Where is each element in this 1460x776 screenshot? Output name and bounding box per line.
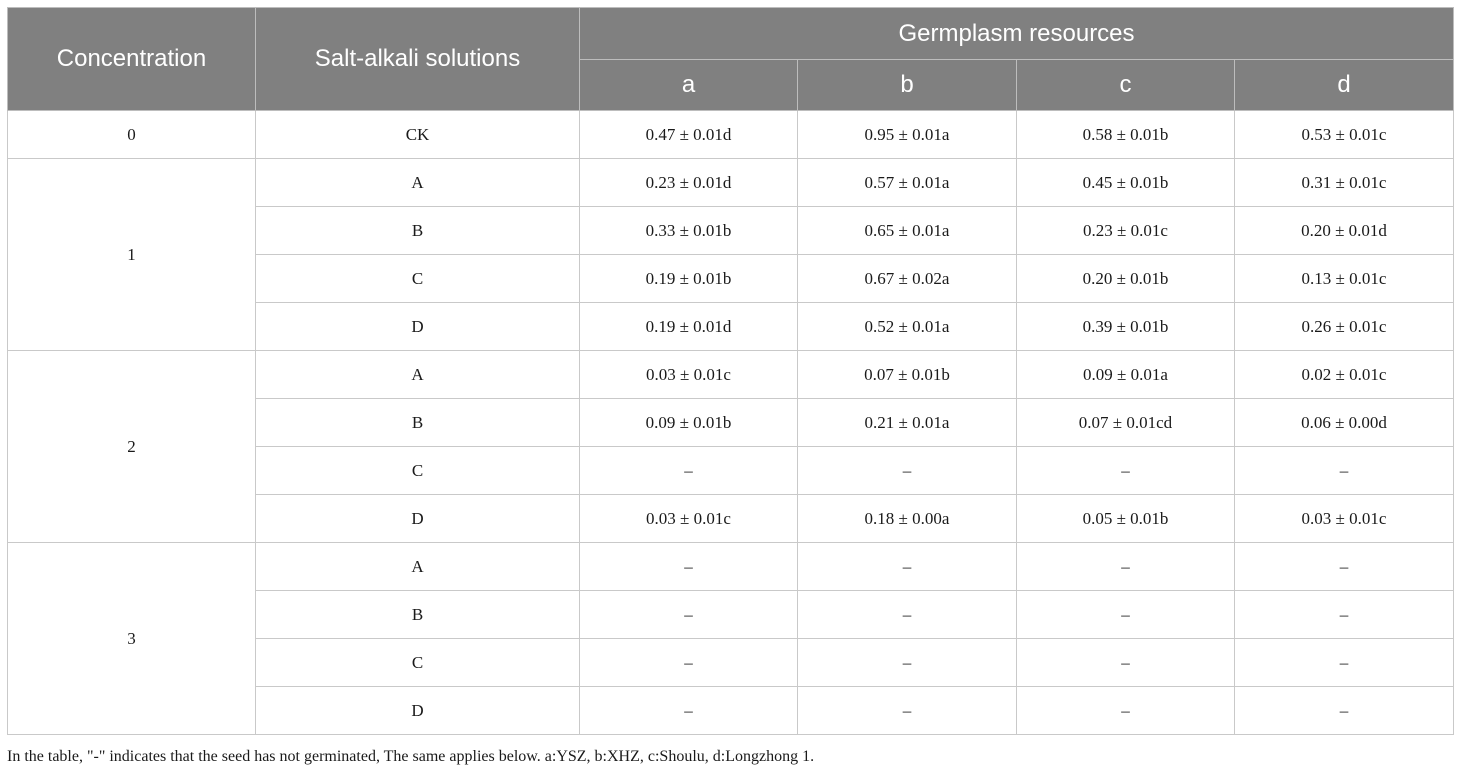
- table-body: [8, 111, 1454, 735]
- table-row: [8, 351, 1454, 399]
- solution-cell: A: [256, 159, 580, 207]
- solution-cell: C: [256, 447, 580, 495]
- header-col-c: c: [1017, 60, 1235, 111]
- value-cell: 0.47 ± 0.01d: [580, 111, 798, 159]
- value-cell: –: [1235, 543, 1454, 591]
- value-cell: 0.03 ± 0.01c: [1235, 495, 1454, 543]
- value-cell: 0.20 ± 0.01d: [1235, 207, 1454, 255]
- value-cell: 0.31 ± 0.01c: [1235, 159, 1454, 207]
- header-col-d: d: [1235, 60, 1454, 111]
- concentration-cell: 2: [8, 351, 256, 543]
- value-cell: 0.03 ± 0.01c: [580, 495, 798, 543]
- value-cell: –: [1235, 591, 1454, 639]
- value-cell: 0.05 ± 0.01b: [1017, 495, 1235, 543]
- value-cell: –: [1017, 687, 1235, 735]
- value-cell: –: [798, 591, 1017, 639]
- concentration-cell: 1: [8, 159, 256, 351]
- header-germplasm-resources: Germplasm resources: [580, 8, 1454, 60]
- value-cell: 0.23 ± 0.01d: [580, 159, 798, 207]
- data-table-container: [7, 7, 1453, 735]
- value-cell: –: [1017, 591, 1235, 639]
- value-cell: 0.23 ± 0.01c: [1017, 207, 1235, 255]
- solution-cell: B: [256, 591, 580, 639]
- value-cell: 0.06 ± 0.00d: [1235, 399, 1454, 447]
- value-cell: –: [580, 591, 798, 639]
- value-cell: 0.53 ± 0.01c: [1235, 111, 1454, 159]
- value-cell: –: [798, 687, 1017, 735]
- value-cell: 0.21 ± 0.01a: [798, 399, 1017, 447]
- value-cell: –: [1017, 639, 1235, 687]
- concentration-cell: 0: [8, 111, 256, 159]
- value-cell: 0.57 ± 0.01a: [798, 159, 1017, 207]
- value-cell: 0.18 ± 0.00a: [798, 495, 1017, 543]
- value-cell: 0.03 ± 0.01c: [580, 351, 798, 399]
- value-cell: –: [580, 687, 798, 735]
- solution-cell: C: [256, 255, 580, 303]
- value-cell: 0.20 ± 0.01b: [1017, 255, 1235, 303]
- value-cell: 0.52 ± 0.01a: [798, 303, 1017, 351]
- value-cell: 0.65 ± 0.01a: [798, 207, 1017, 255]
- value-cell: –: [1235, 687, 1454, 735]
- solution-cell: C: [256, 639, 580, 687]
- value-cell: 0.95 ± 0.01a: [798, 111, 1017, 159]
- value-cell: –: [1017, 447, 1235, 495]
- value-cell: –: [798, 639, 1017, 687]
- value-cell: –: [1017, 543, 1235, 591]
- value-cell: 0.19 ± 0.01d: [580, 303, 798, 351]
- value-cell: 0.45 ± 0.01b: [1017, 159, 1235, 207]
- solution-cell: A: [256, 543, 580, 591]
- value-cell: 0.07 ± 0.01b: [798, 351, 1017, 399]
- value-cell: 0.13 ± 0.01c: [1235, 255, 1454, 303]
- solution-cell: CK: [256, 111, 580, 159]
- value-cell: 0.58 ± 0.01b: [1017, 111, 1235, 159]
- header-concentration: Concentration: [8, 8, 256, 111]
- value-cell: 0.67 ± 0.02a: [798, 255, 1017, 303]
- header-col-a: a: [580, 60, 798, 111]
- value-cell: –: [1235, 447, 1454, 495]
- header-col-b: b: [798, 60, 1017, 111]
- germination-table: [7, 7, 1454, 735]
- concentration-cell: 3: [8, 543, 256, 735]
- table-row: [8, 111, 1454, 159]
- value-cell: –: [580, 639, 798, 687]
- value-cell: 0.02 ± 0.01c: [1235, 351, 1454, 399]
- value-cell: –: [1235, 639, 1454, 687]
- table-header: [8, 8, 1454, 111]
- value-cell: 0.26 ± 0.01c: [1235, 303, 1454, 351]
- solution-cell: D: [256, 303, 580, 351]
- table-footnote: In the table, "-" indicates that the seed has not germinated, The same applies below. a:YSZ, b:XHZ, c:Shoulu, d:Longzhong 1.: [7, 748, 815, 765]
- solution-cell: B: [256, 399, 580, 447]
- value-cell: 0.09 ± 0.01a: [1017, 351, 1235, 399]
- value-cell: –: [798, 447, 1017, 495]
- value-cell: 0.09 ± 0.01b: [580, 399, 798, 447]
- table-row: [8, 159, 1454, 207]
- header-salt-alkali-solutions: Salt-alkali solutions: [256, 8, 580, 111]
- value-cell: –: [580, 543, 798, 591]
- value-cell: 0.19 ± 0.01b: [580, 255, 798, 303]
- solution-cell: D: [256, 495, 580, 543]
- value-cell: –: [798, 543, 1017, 591]
- solution-cell: A: [256, 351, 580, 399]
- value-cell: 0.07 ± 0.01cd: [1017, 399, 1235, 447]
- value-cell: –: [580, 447, 798, 495]
- value-cell: 0.33 ± 0.01b: [580, 207, 798, 255]
- table-row: [8, 543, 1454, 591]
- solution-cell: D: [256, 687, 580, 735]
- solution-cell: B: [256, 207, 580, 255]
- value-cell: 0.39 ± 0.01b: [1017, 303, 1235, 351]
